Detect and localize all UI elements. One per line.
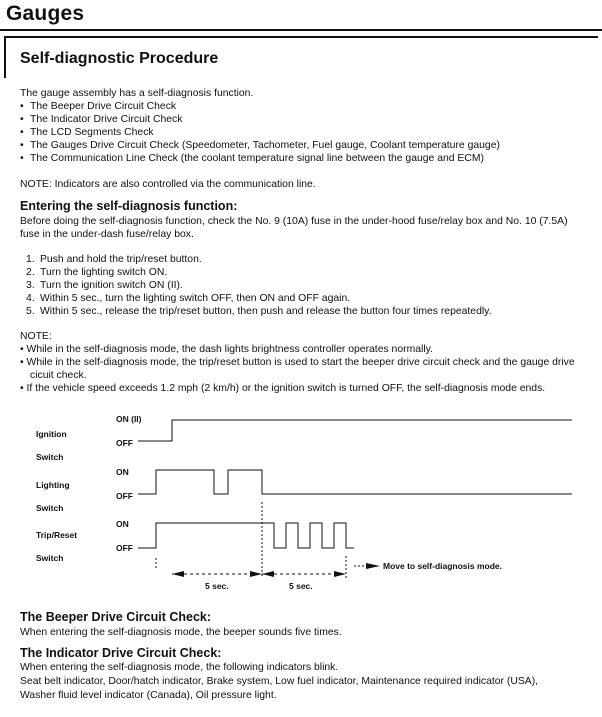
note-label: NOTE:: [20, 331, 52, 342]
beeper-text: When entering the self-diagnosis mode, the beeper sounds five times.: [20, 627, 342, 638]
note-indicators: NOTE: Indicators are also controlled via the communication line.: [20, 179, 316, 190]
lighting-label: Lighting: [36, 480, 70, 490]
entering-text-2: fuse in the under-dash fuse/relay box.: [20, 229, 194, 240]
list-item: 1. Push and hold the trip/reset button.: [26, 254, 202, 265]
lighting-on-label: ON: [116, 467, 129, 477]
list-item: • The Indicator Drive Circuit Check: [20, 114, 183, 125]
section-title: Self-diagnostic Procedure: [20, 50, 219, 67]
interval-label-1: 5 sec.: [205, 581, 229, 591]
page-header: [0, 0, 602, 30]
notes-list: [20, 343, 595, 395]
list-item: • While in the self-diagnosis mode, the trip/reset button is used to start the beeper drive circuit check and the gauge drive cicuit check.: [20, 357, 575, 381]
indicator-text-3: Washer fluid level indicator (Canada), Oil pressure light.: [20, 690, 277, 701]
entering-heading: Entering the self-diagnosis function:: [20, 199, 238, 213]
interval-arrow-left-icon: [172, 571, 184, 577]
intro-text: The gauge assembly has a self-diagnosis function.: [20, 88, 254, 99]
ignition-on-label: ON (II): [116, 414, 142, 424]
result-arrow-icon: [366, 563, 380, 569]
ignition-signal: [138, 420, 572, 441]
list-item: 2. Turn the lighting switch ON.: [26, 267, 168, 278]
beeper-heading: The Beeper Drive Circuit Check:: [20, 610, 212, 624]
list-item: • The Gauges Drive Circuit Check (Speedometer, Tachometer, Fuel gauge, Coolant temperature gauge): [20, 140, 500, 151]
ignition-switch-label: Switch: [36, 452, 64, 462]
timing-diagram: [0, 408, 602, 598]
interval-label-2: 5 sec.: [289, 581, 313, 591]
result-label: Move to self-diagnosis mode.: [383, 561, 503, 571]
list-item: • The Beeper Drive Circuit Check: [20, 101, 177, 112]
entering-text-1: Before doing the self-diagnosis function, check the No. 9 (10A) fuse in the under-hood fuse/relay box and No. 10 (7.5A): [20, 216, 568, 227]
checks-list: [20, 100, 500, 165]
indicator-text-2: Seat belt indicator, Door/hatch indicator, Brake system, Low fuel indicator, Maintenance required indicator (USA),: [20, 676, 539, 687]
trip-on-label: ON: [116, 519, 129, 529]
ignition-label: Ignition: [36, 429, 67, 439]
indicator-heading: The Indicator Drive Circuit Check:: [20, 646, 222, 660]
list-item: 4. Within 5 sec., turn the lighting switch OFF, then ON and OFF again.: [26, 293, 351, 304]
interval-arrow-left-icon-2: [262, 571, 274, 577]
lighting-off-label: OFF: [116, 491, 133, 501]
list-item: 3. Turn the ignition switch ON (II).: [26, 280, 183, 291]
steps-list: [26, 253, 492, 318]
lighting-switch-label: Switch: [36, 503, 64, 513]
header-rule: [0, 29, 602, 31]
list-item: 5. Within 5 sec., release the trip/reset button, then push and release the button four times repeatedly.: [26, 306, 492, 317]
list-item: • The LCD Segments Check: [20, 127, 154, 138]
header-title: Gauges: [6, 2, 85, 25]
list-item: • The Communication Line Check (the coolant temperature signal line between the gauge and ECM): [20, 153, 484, 164]
interval-arrow-right-icon-2: [334, 571, 346, 577]
list-item: • While in the self-diagnosis mode, the dash lights brightness controller operates normally.: [20, 344, 433, 355]
indicator-text-1: When entering the self-diagnosis mode, the following indicators blink.: [20, 662, 339, 673]
trip-signal: [138, 523, 354, 548]
trip-label: Trip/Reset: [36, 530, 78, 540]
trip-off-label: OFF: [116, 543, 133, 553]
lighting-signal: [138, 470, 572, 494]
trip-switch-label: Switch: [36, 553, 64, 563]
ignition-off-label: OFF: [116, 438, 133, 448]
interval-arrow-right-icon: [250, 571, 262, 577]
list-item: • If the vehicle speed exceeds 1.2 mph (2 km/h) or the ignition switch is turned OFF, the self-diagnosis mode ends.: [20, 383, 546, 394]
